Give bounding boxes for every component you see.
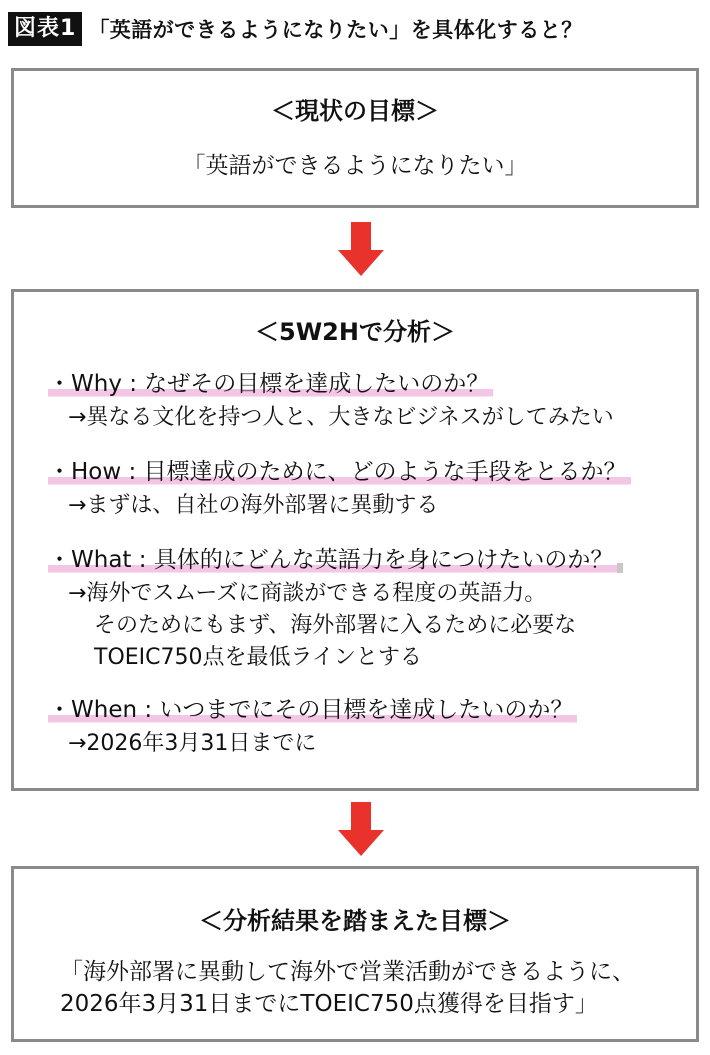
current-goal-heading: ＜現状の目標＞ [271, 97, 439, 125]
highlight-end-mark [617, 563, 623, 573]
when-answer: →2026年3月31日までに [68, 731, 317, 756]
what-answer-line-2: そのためにもまず、海外部署に入るために必要な [94, 613, 577, 638]
result-goal-line-1: 「海外部署に異動して海外で営業活動ができるように、 [60, 959, 635, 985]
current-goal-box [11, 68, 699, 208]
why-question [48, 369, 493, 399]
when-question [48, 695, 577, 725]
result-goal-heading: ＜分析結果を踏まえた目標＞ [199, 907, 511, 935]
why-answer: →異なる文化を持つ人と、大きなビジネスがしてみたい [68, 405, 614, 430]
how-answer: →まずは、自社の海外部署に異動する [68, 493, 439, 518]
current-goal-text: 「英語ができるようになりたい」 [182, 153, 528, 179]
down-arrow-icon [338, 802, 384, 856]
what-answer-line-3: TOEIC750点を最低ラインとする [94, 645, 422, 670]
what-answer-line-1: →海外でスムーズに商談ができる程度の英語力。 [68, 581, 547, 606]
result-goal-box [11, 866, 699, 1042]
when-question-text: ・When : いつまでにその目標を達成したいのか？ [48, 695, 577, 725]
down-arrow-icon [338, 222, 384, 276]
figure-header [8, 10, 583, 48]
how-question-text: ・How : 目標達成のために、どのような手段をとるか？ [48, 457, 631, 487]
how-question [48, 457, 631, 487]
what-question [48, 545, 623, 575]
why-question-text: ・Why : なぜその目標を達成したいのか？ [48, 369, 493, 399]
figure-label: 図表1 [8, 12, 82, 46]
what-question-text: ・What : 具体的にどんな英語力を身につけたいのか？ [48, 545, 617, 575]
figure-title: 「英語ができるようになりたい」を具体化すると？ [88, 18, 583, 42]
analysis-box [11, 289, 699, 791]
analysis-heading: ＜5W2Hで分析＞ [255, 318, 455, 346]
result-goal-line-2: 2026年3月31日までにTOEIC750点獲得を目指す」 [60, 991, 598, 1017]
